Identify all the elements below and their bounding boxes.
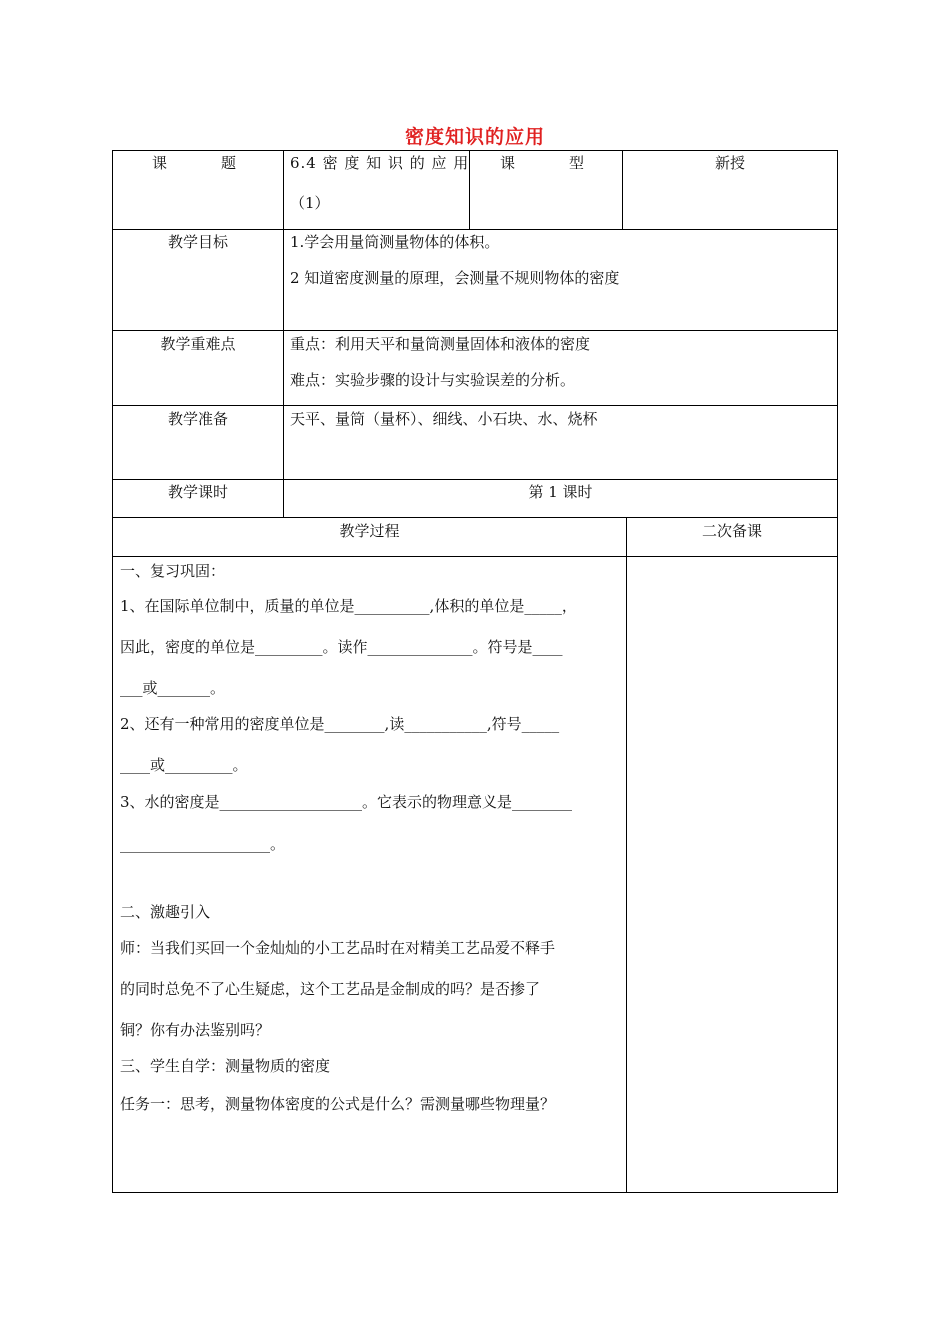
row-divider-5: [112, 517, 838, 518]
process-line: ____________________。: [120, 835, 286, 853]
table-border-top: [112, 150, 838, 151]
goals-line1: 1.学会用量筒测量物体的体积。: [290, 233, 500, 251]
process-header: 教学过程: [339, 522, 400, 540]
key-points-line2: 难点：实验步骤的设计与实验误差的分析。: [290, 371, 576, 389]
row-divider-1: [112, 229, 838, 230]
period-label: 教学课时: [167, 483, 228, 501]
row-divider-3: [112, 405, 838, 406]
second-prep-header: 二次备课: [701, 522, 762, 540]
type-label: 课 型: [499, 154, 592, 172]
process-line: 3、水的密度是___________________。它表示的物理意义是________: [120, 793, 573, 811]
topic-label: 课 题: [151, 154, 244, 172]
table-border-right: [837, 150, 838, 1193]
prep-value: 天平、量筒（量杯）、细线、小石块、水、烧杯: [290, 410, 598, 428]
process-line: 2、还有一种常用的密度单位是________,读___________,符号_____: [120, 715, 560, 733]
process-line: ____或_________。: [120, 756, 248, 774]
type-value: 新授: [714, 154, 745, 172]
process-line: 师：当我们买回一个金灿灿的小工艺品时在对精美工艺品爱不释手: [120, 939, 556, 957]
goals-line2: 2 知道密度测量的原理，会测量不规则物体的密度: [290, 269, 620, 287]
process-line: 任务一：思考，测量物体密度的公式是什么？需测量哪些物理量？: [120, 1095, 556, 1113]
period-value: 第 1 课时: [528, 483, 593, 501]
row-divider-4: [112, 479, 838, 480]
document-title: 密度知识的应用: [404, 126, 545, 148]
key-points-line1: 重点：利用天平和量筒测量固体和液体的密度: [290, 335, 591, 353]
table-border-left: [112, 150, 113, 1193]
process-column-divider: [626, 517, 627, 1193]
process-line: 的同时总免不了心生疑虑，这个工艺品是金制成的吗？是否掺了: [120, 980, 541, 998]
process-line: 因此，密度的单位是_________。读作______________。符号是____: [120, 638, 563, 656]
process-line: ___或_______。: [120, 679, 226, 697]
prep-label: 教学准备: [167, 410, 228, 428]
process-line: 1、在国际单位制中，质量的单位是__________,体积的单位是_____，: [120, 597, 577, 615]
row-divider-6: [112, 556, 838, 557]
process-line: 二、激趣引入: [120, 903, 211, 921]
process-line: 铜？你有办法鉴别吗？: [120, 1021, 271, 1039]
table-border-bottom: [112, 1192, 838, 1193]
row-divider-2: [112, 330, 838, 331]
process-line: 一、复习巩固：: [120, 562, 226, 580]
topic-value-line1: 6.4 密 度 知 识 的 应 用: [290, 154, 470, 172]
key-points-label: 教学重难点: [160, 335, 236, 353]
process-line: 三、学生自学：测量物质的密度: [120, 1057, 331, 1075]
topic-value-line2: （1）: [290, 194, 330, 212]
label-column-divider: [283, 150, 284, 518]
goals-label: 教学目标: [167, 233, 228, 251]
